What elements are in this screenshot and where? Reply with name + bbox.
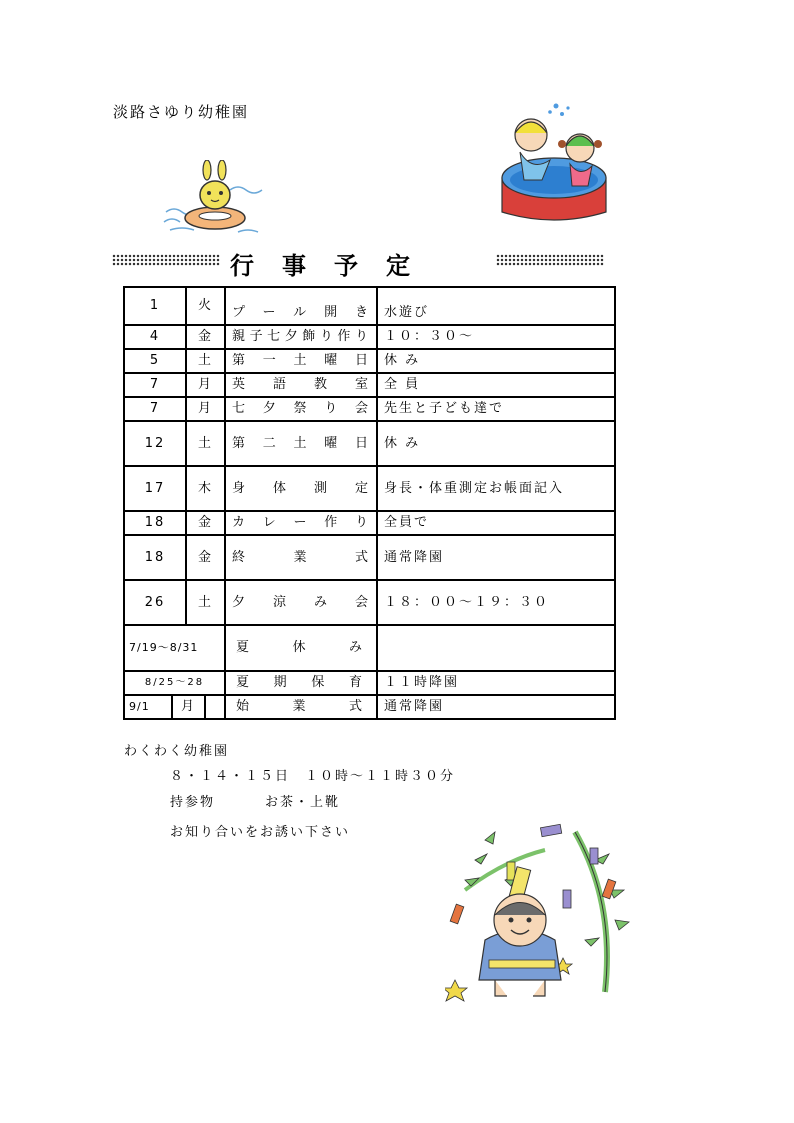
title-row [112,246,606,280]
table-row [124,349,615,373]
note-cell: 通常降園 [377,535,615,580]
table-row [124,466,615,511]
day-cell: 18 [124,511,186,535]
table-row [124,671,615,695]
note-cell: 水遊び [377,287,615,325]
note-cell: １８：００～１９：３０ [377,580,615,625]
table-row [124,535,615,580]
page-title: 行事予定 [230,251,438,280]
event-cell: 七夕祭り会 [225,397,377,421]
period-cell: 8/25～28 [124,671,225,695]
event-cell: 始業式 [225,695,377,719]
event-cell: カレー作り [225,511,377,535]
event-cell: 第一土曜日 [225,349,377,373]
event-cell: 身体測定 [225,466,377,511]
weekday-cell: 土 [186,580,225,625]
table-row [124,287,615,325]
footer-items: お茶・上靴 [265,795,341,810]
table-row [124,580,615,625]
schedule-table [123,286,616,720]
spacer-cell [205,695,225,719]
table-row [124,421,615,466]
note-cell: 先生と子ども達で [377,397,615,421]
note-cell: 通常降園 [377,695,615,719]
tanabata-boy-illustration [445,820,640,1005]
footer-items-label: 持参物 [170,795,216,810]
table-row [124,625,615,671]
bunny-swim-ring-illustration [160,160,270,240]
title-dots-right [496,254,604,266]
table-row [124,695,615,719]
note-cell: 身長・体重測定お帳面記入 [377,466,615,511]
note-cell: １１時降園 [377,671,615,695]
note-cell: 休 み [377,421,615,466]
weekday-cell: 土 [186,349,225,373]
weekday-cell: 土 [186,421,225,466]
event-cell: 英語教室 [225,373,377,397]
weekday-cell: 木 [186,466,225,511]
weekday-cell: 金 [186,535,225,580]
day-cell: 5 [124,349,186,373]
table-row [124,373,615,397]
day-cell: 17 [124,466,186,511]
table-row [124,511,615,535]
weekday-cell: 月 [186,397,225,421]
table-row [124,325,615,349]
day-cell: 4 [124,325,186,349]
school-name: 淡路さゆり幼稚園 [113,103,250,121]
note-cell [377,625,615,671]
day-cell: 18 [124,535,186,580]
day-cell: 12 [124,421,186,466]
footer-invite: お知り合いをお誘い下さい [170,825,351,840]
weekday-cell: 金 [186,325,225,349]
note-cell: １０：３０～ [377,325,615,349]
note-cell: 全員で [377,511,615,535]
event-cell: 夕涼み会 [225,580,377,625]
weekday-cell: 金 [186,511,225,535]
event-cell: 夏休み [225,625,377,671]
day-cell: 1 [124,287,186,325]
title-dots-left [112,254,220,266]
event-cell: プール開き [225,287,377,325]
weekday-cell: 月 [186,373,225,397]
day-cell: 26 [124,580,186,625]
note-cell: 全 員 [377,373,615,397]
event-cell: 第二土曜日 [225,421,377,466]
weekday-cell: 月 [172,695,205,719]
date-cell: 9/1 [124,695,172,719]
footer-heading: わくわく幼稚園 [124,744,230,759]
day-cell: 7 [124,397,186,421]
kids-pool-illustration [498,100,613,225]
event-cell: 親子七夕飾り作り [225,325,377,349]
event-cell: 終業式 [225,535,377,580]
period-cell: 7/19～8/31 [124,625,225,671]
table-row [124,397,615,421]
day-cell: 7 [124,373,186,397]
weekday-cell: 火 [186,287,225,325]
event-cell: 夏期保育 [225,671,377,695]
footer-dates: ８・１４・１５日 １０時～１１時３０分 [170,769,456,784]
note-cell: 休 み [377,349,615,373]
